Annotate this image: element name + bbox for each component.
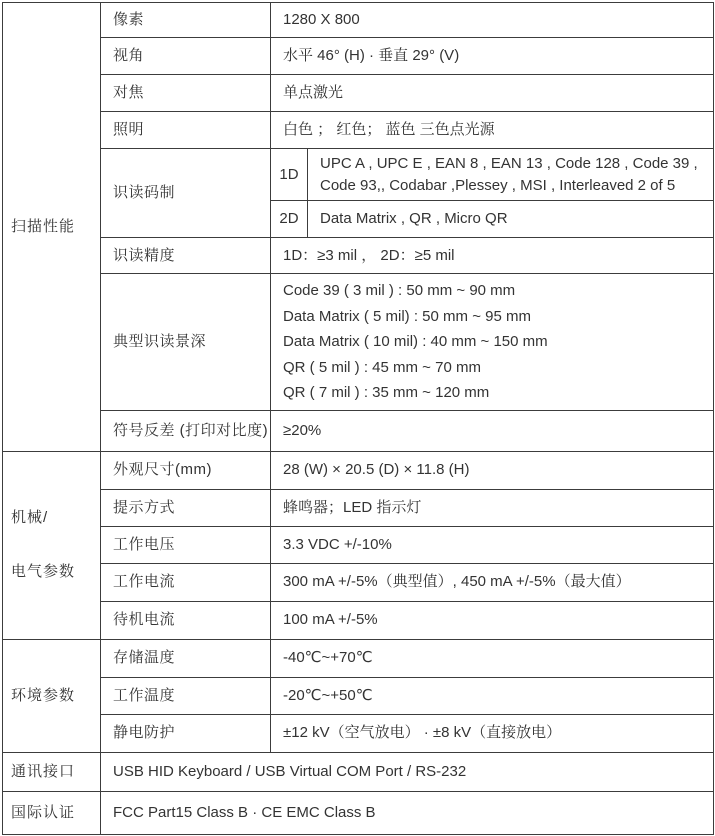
spec-label-esd: 静电防护 xyxy=(101,714,271,752)
spec-value-dimensions: 28 (W) × 20.5 (D) × 11.8 (H) xyxy=(271,451,714,489)
table-row-voltage xyxy=(3,526,714,563)
spec-label-symbologies: 识读码制 xyxy=(101,149,271,238)
spec-label-illumination: 照明 xyxy=(101,112,271,149)
spec-label-standby-current: 待机电流 xyxy=(101,601,271,639)
spec-value-interface: USB HID Keyboard / USB Virtual COM Port / RS-232 xyxy=(101,752,714,791)
symbology-dim-1d: 1D xyxy=(271,149,308,201)
spec-label-depth-of-field: 典型识读景深 xyxy=(101,274,271,411)
table-row-working-temp xyxy=(3,677,714,714)
spec-label-working-temp: 工作温度 xyxy=(101,677,271,714)
spec-table xyxy=(2,2,714,835)
spec-value-esd: ±12 kV（空气放电） · ±8 kV（直接放电） xyxy=(271,714,714,752)
spec-label-dimensions: 外观尺寸(mm) xyxy=(101,451,271,489)
table-row-contrast xyxy=(3,410,714,451)
symbology-dim-2d: 2D xyxy=(271,201,308,238)
category-cell-scan-performance: 扫描性能 xyxy=(3,3,101,452)
spec-label-pixel: 像素 xyxy=(101,3,271,38)
spec-value-voltage: 3.3 VDC +/-10% xyxy=(271,526,714,563)
spec-value-standby-current: 100 mA +/-5% xyxy=(271,601,714,639)
table-row-depth-of-field xyxy=(3,274,714,411)
table-row-indication xyxy=(3,489,714,526)
category-cell-certification: 国际认证 xyxy=(3,791,101,834)
spec-label-current: 工作电流 xyxy=(101,563,271,601)
spec-value-current: 300 mA +/-5%（典型值）, 450 mA +/-5%（最大值） xyxy=(271,563,714,601)
table-row-precision xyxy=(3,238,714,274)
category-cell-environment: 环境参数 xyxy=(3,639,101,752)
category-mech-line2: 电气参数 xyxy=(11,563,76,580)
spec-label-storage-temp: 存储温度 xyxy=(101,639,271,677)
category-mech-line1: 机械/ xyxy=(11,509,49,527)
table-row-illumination xyxy=(3,112,714,149)
table-row-dimensions xyxy=(3,451,714,489)
spec-label-contrast: 符号反差 (打印对比度) xyxy=(101,410,271,451)
dof-line-datamatrix-10mil: Data Matrix ( 10 mil) : 40 mm ~ 150 mm xyxy=(283,333,548,350)
table-row-esd xyxy=(3,714,714,752)
spec-label-precision: 识读精度 xyxy=(101,238,271,274)
spec-value-precision: 1D：≥3 mil ， 2D：≥5 mil xyxy=(271,238,714,274)
spec-value-certification: FCC Part15 Class B · CE EMC Class B xyxy=(101,791,714,834)
category-cell-interface: 通讯接口 xyxy=(3,752,101,791)
spec-label-voltage: 工作电压 xyxy=(101,526,271,563)
dof-line-datamatrix-5mil: Data Matrix ( 5 mil) : 50 mm ~ 95 mm xyxy=(283,307,531,325)
spec-value-symbologies-2d: Data Matrix , QR , Micro QR xyxy=(308,201,714,238)
table-row-storage-temp xyxy=(3,639,714,677)
table-row-certification xyxy=(3,791,714,834)
spec-value-illumination: 白色 ； 红色； 蓝色 三色点光源 xyxy=(271,112,714,149)
dof-line-qr-7mil: QR ( 7 mil ) : 35 mm ~ 120 mm xyxy=(283,384,490,401)
spec-value-storage-temp: -40℃~+70℃ xyxy=(271,639,714,677)
table-row-standby-current xyxy=(3,601,714,639)
spec-label-indication: 提示方式 xyxy=(101,489,271,526)
spec-value-depth-of-field xyxy=(271,274,714,411)
table-row-pixel xyxy=(3,3,714,38)
category-cell-mechanical-electrical xyxy=(3,451,101,639)
table-row-symbologies-1d xyxy=(3,149,714,201)
table-row-focus xyxy=(3,75,714,112)
table-row-current xyxy=(3,563,714,601)
spec-value-working-temp: -20℃~+50℃ xyxy=(271,677,714,714)
dof-line-qr-5mil: QR ( 5 mil ) : 45 mm ~ 70 mm xyxy=(283,358,481,376)
dof-line-code39: Code 39 ( 3 mil ) : 50 mm ~ 90 mm xyxy=(283,282,516,299)
spec-value-view-angle: 水平 46° (H) · 垂直 29° (V) xyxy=(271,38,714,75)
spec-label-focus: 对焦 xyxy=(101,75,271,112)
table-row-interface xyxy=(3,752,714,791)
spec-label-view-angle: 视角 xyxy=(101,38,271,75)
spec-value-pixel: 1280 X 800 xyxy=(271,3,714,38)
table-row-view-angle xyxy=(3,38,714,75)
spec-value-focus: 单点激光 xyxy=(271,75,714,112)
spec-value-symbologies-1d: UPC A , UPC E , EAN 8 , EAN 13 , Code 128 , Code 39 , Code 93,, Codabar ,Plessey , MSI , Interleaved 2 of 5 xyxy=(308,149,714,201)
spec-value-contrast: ≥20% xyxy=(271,410,714,451)
spec-value-indication: 蜂鸣器；LED 指示灯 xyxy=(271,489,714,526)
